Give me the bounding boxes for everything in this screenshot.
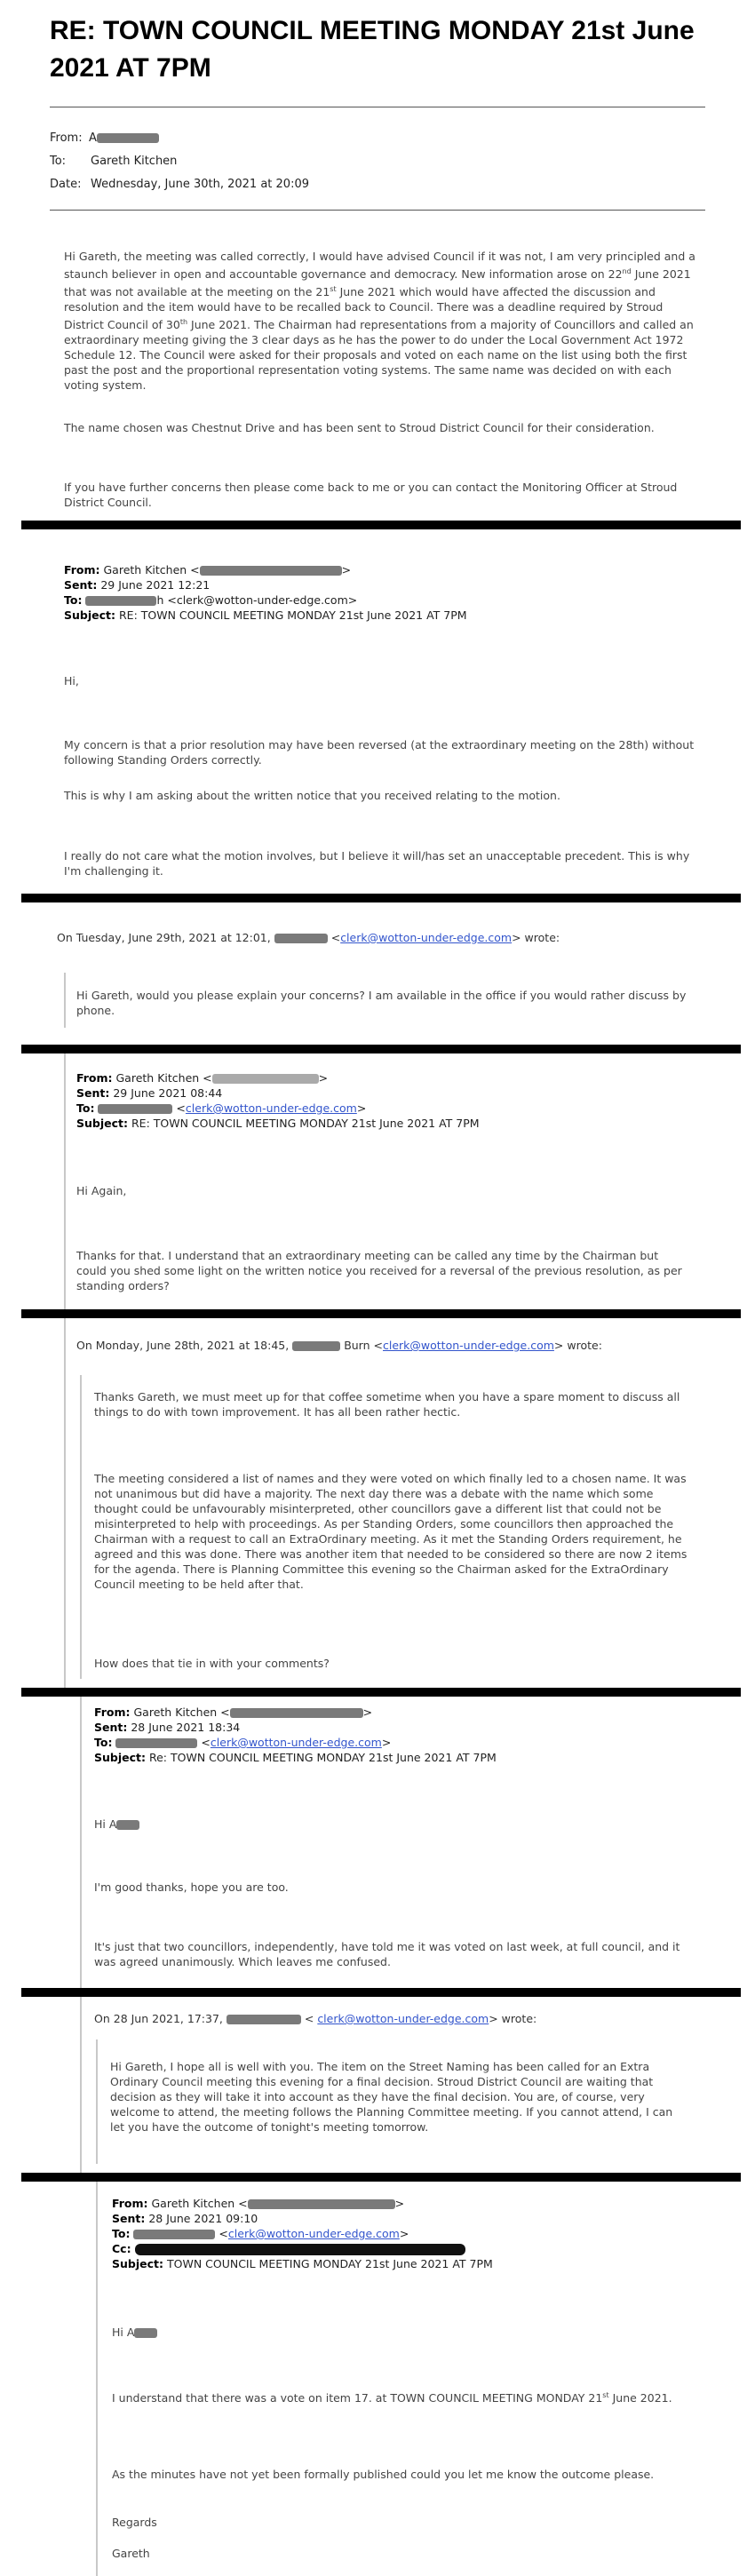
separator-bar (21, 1045, 741, 1053)
header-sent: Sent: 28 June 2021 18:34 (94, 1721, 241, 1734)
redaction (212, 1074, 319, 1084)
quote-paragraph: Thanks Gareth, we must meet up for that coffee sometime when you have a spare moment to discuss all things to do with town improvement. It has all been rather hectic. (94, 1390, 680, 1419)
header-cc: Cc: (112, 2241, 465, 2256)
header-from: From: Gareth Kitchen < > (64, 563, 352, 576)
header-sent: Sent: 28 June 2021 09:10 (112, 2212, 258, 2225)
redaction (226, 2015, 301, 2024)
header-to: To: <clerk@wotton-under-edge.com> (112, 2227, 409, 2240)
greeting: Hi A (94, 1817, 689, 1832)
signature: Gareth (112, 2547, 150, 2560)
separator-bar (21, 894, 741, 902)
email-link[interactable]: clerk@wotton-under-edge.com (185, 1101, 357, 1115)
message-paragraph: As the minutes have not yet been formally published could you let me know the outcome please. (112, 2468, 655, 2481)
message-paragraph: My concern is that a prior resolution may have been reversed (at the extraordinary meeting on the 28th) without following Standing Orders correctly. (64, 738, 695, 767)
message-paragraph: Hi Gareth, the meeting was called correctly, I would have advised Council if it was not, I am very principled and a staunch believer in open and accountable governance and democracy. New information arose on 22nd June 2021 that was not available at the meeting on the 21st June 2021 which would have affected the discussion and resolution and the item would have to be recalled back to Council. There was a deadline required by Stroud District Council of 30th June 2021. The Chairman had representations from a majority of Councillors and called an extraordinary meeting giving the 3 clear days as he has the power to do under the Local Government Act 1972 Schedule 12. The Council were asked for their proposals and voted on each name on the list using both the first past the post and the proportional representation voting systems. The same name was decided on with each voting system. (64, 250, 695, 393)
header-subject: Subject: TOWN COUNCIL MEETING MONDAY 21st June 2021 AT 7PM (112, 2257, 493, 2270)
redaction (248, 2199, 395, 2209)
header-from: From: Gareth Kitchen < > (112, 2197, 405, 2210)
redaction (116, 1820, 139, 1830)
meta-date (50, 178, 309, 191)
date-label: Date: (50, 178, 82, 191)
separator-bar (21, 1988, 741, 1997)
divider (50, 210, 705, 211)
message-paragraph: I understand that there was a vote on item 17. at TOWN COUNCIL MEETING MONDAY 21st June 2021. (112, 2391, 672, 2405)
from-label: From: (50, 131, 83, 145)
date-value: Wednesday, June 30th, 2021 at 20:09 (91, 178, 309, 191)
header-from: From: Gareth Kitchen < > (76, 1071, 329, 1085)
greeting: Hi, (64, 674, 79, 688)
redaction (135, 2244, 465, 2255)
greeting: Hi Again, (76, 1184, 127, 1197)
separator-bar (21, 1309, 741, 1318)
header-subject: Subject: RE: TOWN COUNCIL MEETING MONDAY 21st June 2021 AT 7PM (64, 608, 467, 622)
separator-bar (21, 521, 741, 529)
redaction (292, 1341, 340, 1351)
to-value: Gareth Kitchen (91, 155, 178, 168)
message-paragraph: I'm good thanks, hope you are too. (94, 1880, 289, 1894)
message-paragraph: Thanks for that. I understand that an extraordinary meeting can be called any time by the Chairman but could you shed some light on the written notice you received for a reversal of the previous resolution, as per standing orders? (76, 1249, 682, 1292)
message-paragraph: It's just that two councillors, independently, have told me it was voted on last week, at full council, and it was agreed unanimously. Which leaves me confused. (94, 1940, 680, 1968)
redaction (200, 566, 342, 576)
separator-bar (21, 2173, 741, 2182)
email-link[interactable]: clerk@wotton-under-edge.com (340, 931, 513, 944)
redaction (134, 2328, 157, 2338)
email-link[interactable]: clerk@wotton-under-edge.com (317, 2012, 489, 2025)
redaction (85, 596, 156, 606)
header-to: To: <clerk@wotton-under-edge.com> (94, 1736, 392, 1749)
quote-line (80, 1375, 82, 1679)
header-to: To: h <clerk@wotton-under-edge.com> (64, 593, 358, 607)
message-paragraph: This is why I am asking about the written notice that you received relating to the motion. (64, 789, 560, 802)
quote-paragraph: How does that tie in with your comments? (94, 1657, 330, 1670)
redaction (115, 1738, 197, 1748)
header-to: To: <clerk@wotton-under-edge.com> (76, 1101, 367, 1115)
quote-attribution: On Tuesday, June 29th, 2021 at 12:01, <clerk@wotton-under-edge.com> wrote: (57, 931, 560, 944)
from-value: A (89, 131, 97, 145)
quote-body: Hi Gareth, would you please explain your concerns? I am available in the office if you would rather discuss by phone. (76, 989, 687, 1017)
quote-body: Hi Gareth, I hope all is well with you. The item on the Street Naming has been called for an Extra Ordinary Council meeting this evening for a final decision. Stroud District Council are waiting that decision as they will take it into account as they have the final decision. You are, of course, very welcome to attend, the meeting follows the Planning Committee meeting. If you cannot attend, I can let you have the outcome of tonight's meeting tomorrow. (110, 2060, 673, 2134)
email-subject-title: RE: TOWN COUNCIL MEETING MONDAY 21st June 2021 AT 7PM (50, 16, 695, 83)
quote-line (96, 2182, 98, 2576)
quote-line (80, 1997, 82, 2174)
quote-attribution: On Monday, June 28th, 2021 at 18:45, Burn <clerk@wotton-under-edge.com> wrote: (76, 1339, 602, 1352)
header-sent: Sent: 29 June 2021 12:21 (64, 578, 211, 592)
header-subject: Subject: RE: TOWN COUNCIL MEETING MONDAY 21st June 2021 AT 7PM (76, 1117, 480, 1130)
message-paragraph: The name chosen was Chestnut Drive and has been sent to Stroud District Council for their consideration. (64, 421, 655, 434)
email-link[interactable]: clerk@wotton-under-edge.com (383, 1339, 554, 1352)
greeting: Hi A (112, 2325, 689, 2340)
quote-line (80, 1697, 82, 1990)
quote-line (64, 1053, 66, 1311)
separator-bar (21, 1688, 741, 1697)
meta-to (50, 155, 177, 168)
header-sent: Sent: 29 June 2021 08:44 (76, 1086, 223, 1100)
message-paragraph: I really do not care what the motion involves, but I believe it will/has set an unacceptable precedent. This is why I'm challenging it. (64, 849, 690, 878)
to-label: To: (50, 155, 67, 168)
email-link[interactable]: clerk@wotton-under-edge.com (210, 1736, 382, 1749)
meta-from (50, 131, 159, 145)
header-subject: Subject: Re: TOWN COUNCIL MEETING MONDAY 21st June 2021 AT 7PM (94, 1751, 497, 1764)
quote-line (64, 1318, 66, 1691)
quote-line (64, 973, 66, 1028)
message-paragraph: If you have further concerns then please come back to me or you can contact the Monitoring Officer at Stroud District Council. (64, 481, 678, 509)
quote-line (96, 2039, 98, 2164)
header-from: From: Gareth Kitchen < > (94, 1705, 373, 1719)
redaction (97, 133, 159, 143)
redaction (133, 2230, 215, 2239)
redaction (98, 1104, 172, 1114)
quote-paragraph: The meeting considered a list of names and they were voted on which finally led to a chosen name. It was not unanimous but did have a majority. The next day there was a debate with the name which some thought could be unfavourably misinterpreted, other councillors gave a different list that could not be misinterpreted to help with proceedings. As per Standing Orders, some councillors then approached the Chairman with a request to call an ExtraOrdinary meeting. As it met the Standing Orders requirement, he agreed and this was done. There was another item that needed to be considered so there are now 2 items for the agenda. There is Planning Committee this evening so the Chairman asked for the ExtraOrdinary Council meeting to be held after that. (94, 1472, 687, 1591)
redaction (274, 934, 328, 943)
signoff: Regards (112, 2516, 157, 2529)
quote-attribution: On 28 Jun 2021, 17:37, < clerk@wotton-under-edge.com> wrote: (94, 2012, 537, 2025)
email-link[interactable]: clerk@wotton-under-edge.com (227, 2227, 400, 2240)
redaction (230, 1708, 363, 1718)
